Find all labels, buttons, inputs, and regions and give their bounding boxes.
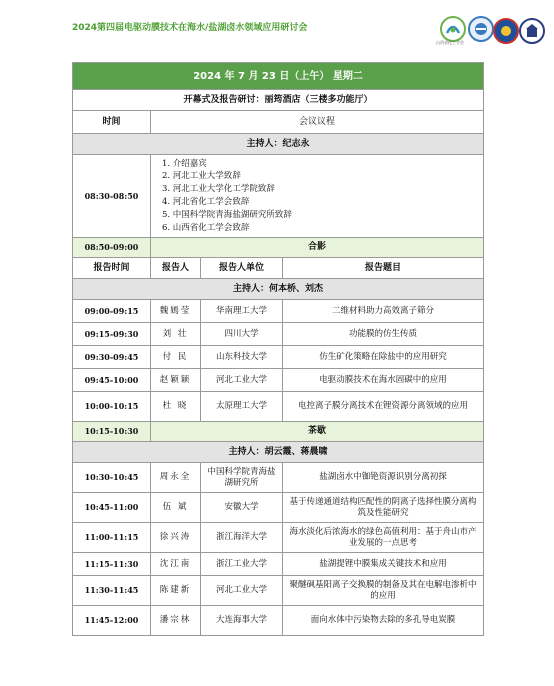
- talk-topic: 电驱动膜技术在海水固碳中的应用: [283, 369, 484, 392]
- talk-time: 09:15-09:30: [73, 323, 151, 346]
- talk-topic: 电控离子膜分离技术在锂资源分离领域的应用: [283, 392, 484, 422]
- page-header: [0, 0, 554, 56]
- talk-speaker: 赵颖颖: [151, 369, 201, 392]
- talk-topic: 二维材料助力高效离子筛分: [283, 300, 484, 323]
- talk-time: 09:00-09:15: [73, 300, 151, 323]
- talk-col-unit: 报告人单位: [201, 258, 283, 279]
- agenda-item: 1. 介绍嘉宾: [162, 158, 207, 169]
- talk-topic: 聚醚砜基阳离子交换膜的制备及其在电解电渗析中的应用: [283, 576, 484, 606]
- talk-unit: 河北工业大学: [201, 369, 283, 392]
- talk-unit: 河北工业大学: [201, 576, 283, 606]
- talk-header-row: [73, 258, 484, 279]
- agenda-item: 3. 河北工业大学化工学院致辞: [162, 184, 275, 195]
- talk-time: 11:30-11:45: [73, 576, 151, 606]
- talk-topic: 海水淡化后浓海水的绿色高值利用：基于舟山市产业发展的一点思考: [283, 523, 484, 553]
- table-row: [73, 523, 484, 553]
- host-3: 主持人：胡云霞、蒋晨啸: [73, 442, 484, 463]
- venue-title: 开幕式及报告研讨：丽筠酒店（三楼多功能厅）: [73, 90, 484, 111]
- talk-speaker: 魏嫣莹: [151, 300, 201, 323]
- photo-label: 合影: [151, 238, 484, 258]
- date-row: [73, 63, 484, 90]
- talk-speaker: 沈江南: [151, 553, 201, 576]
- talk-topic: 盐湖卤水中铷铯资源识别分离初探: [283, 463, 484, 493]
- host-row: [73, 279, 484, 300]
- table-row: [73, 463, 484, 493]
- talk-time: 10:00-10:15: [73, 392, 151, 422]
- opening-time: 08:30-08:50: [73, 155, 151, 238]
- photo-row: [73, 238, 484, 258]
- talk-topic: 仿生矿化策略在除盐中的应用研究: [283, 346, 484, 369]
- col-agenda: 会议议程: [151, 111, 484, 134]
- table-row: [73, 323, 484, 346]
- organizer-logos: [436, 8, 540, 46]
- talk-col-topic: 报告题目: [283, 258, 484, 279]
- host-1: 主持人：纪志永: [73, 134, 484, 155]
- talk-col-speaker: 报告人: [151, 258, 201, 279]
- table-row: [73, 493, 484, 523]
- column-header-row: [73, 111, 484, 134]
- talk-speaker: 潘宗林: [151, 606, 201, 636]
- talk-speaker: 付 民: [151, 346, 201, 369]
- tea-label: 茶歇: [151, 422, 484, 442]
- talk-unit: 太原理工大学: [201, 392, 283, 422]
- host-2: 主持人：何本桥、刘杰: [73, 279, 484, 300]
- table-row: [73, 369, 484, 392]
- organizer-logo-2-icon: [468, 16, 494, 42]
- table-row: [73, 576, 484, 606]
- organizer-logo-4-icon: [519, 18, 545, 44]
- talk-speaker: 刘 壮: [151, 323, 201, 346]
- talk-time: 10:45-11:00: [73, 493, 151, 523]
- talk-unit: 中国科学院青海盐湖研究所: [201, 463, 283, 493]
- talk-unit: 浙江海洋大学: [201, 523, 283, 553]
- tea-row: [73, 422, 484, 442]
- talk-unit: 大连海事大学: [201, 606, 283, 636]
- talk-time: 11:00-11:15: [73, 523, 151, 553]
- col-time: 时间: [73, 111, 151, 134]
- organizer-logo-1-icon: [440, 16, 466, 42]
- table-row: [73, 300, 484, 323]
- talk-topic: 面向水体中污染物去除的多孔导电炭膜: [283, 606, 484, 636]
- talk-speaker: 徐兴涛: [151, 523, 201, 553]
- talk-topic: 基于传递通道结构匹配性的阴离子选择性膜分离构筑及性能研究: [283, 493, 484, 523]
- talk-speaker: 陈建新: [151, 576, 201, 606]
- talk-time: 09:30-09:45: [73, 346, 151, 369]
- organizer-logo-3-icon: [493, 18, 519, 44]
- talk-unit: 华南理工大学: [201, 300, 283, 323]
- talk-time: 10:30-10:45: [73, 463, 151, 493]
- organizer-logo-1-caption: 山西省化工学会: [436, 40, 464, 45]
- opening-agenda: [151, 155, 484, 238]
- talk-speaker: 伍 斌: [151, 493, 201, 523]
- conference-title: 2024第四届电驱动膜技术在海水/盐湖卤水领域应用研讨会: [72, 23, 308, 33]
- talk-time: 11:15-11:30: [73, 553, 151, 576]
- table-row: [73, 392, 484, 422]
- photo-time: 08:50-09:00: [73, 238, 151, 258]
- opening-row: [73, 155, 484, 238]
- talk-unit: 山东科技大学: [201, 346, 283, 369]
- table-row: [73, 553, 484, 576]
- table-row: [73, 606, 484, 636]
- talk-unit: 四川大学: [201, 323, 283, 346]
- agenda-item: 2. 河北工业大学致辞: [162, 171, 241, 182]
- talk-time: 09:45-10:00: [73, 369, 151, 392]
- host-row: [73, 442, 484, 463]
- talk-topic: 功能膜的仿生传质: [283, 323, 484, 346]
- talk-speaker: 杜 晓: [151, 392, 201, 422]
- talk-unit: 浙江工业大学: [201, 553, 283, 576]
- schedule-table: [72, 62, 484, 636]
- tea-time: 10:15-10:30: [73, 422, 151, 442]
- schedule-date: 2024 年 7 月 23 日（上午） 星期二: [73, 63, 484, 90]
- talk-unit: 安徽大学: [201, 493, 283, 523]
- host-row: [73, 134, 484, 155]
- agenda-item: 4. 河北省化工学会致辞: [162, 197, 250, 207]
- table-row: [73, 346, 484, 369]
- agenda-item: 6. 山西省化工学会致辞: [162, 222, 250, 233]
- agenda-item: 5. 中国科学院青海盐湖研究所致辞: [162, 209, 292, 220]
- opening-agenda-list: [154, 158, 480, 235]
- talk-speaker: 周永全: [151, 463, 201, 493]
- venue-row: [73, 90, 484, 111]
- talk-col-time: 报告时间: [73, 258, 151, 279]
- talk-topic: 盐湖提锂中膜集成关键技术和应用: [283, 553, 484, 576]
- talk-time: 11:45-12:00: [73, 606, 151, 636]
